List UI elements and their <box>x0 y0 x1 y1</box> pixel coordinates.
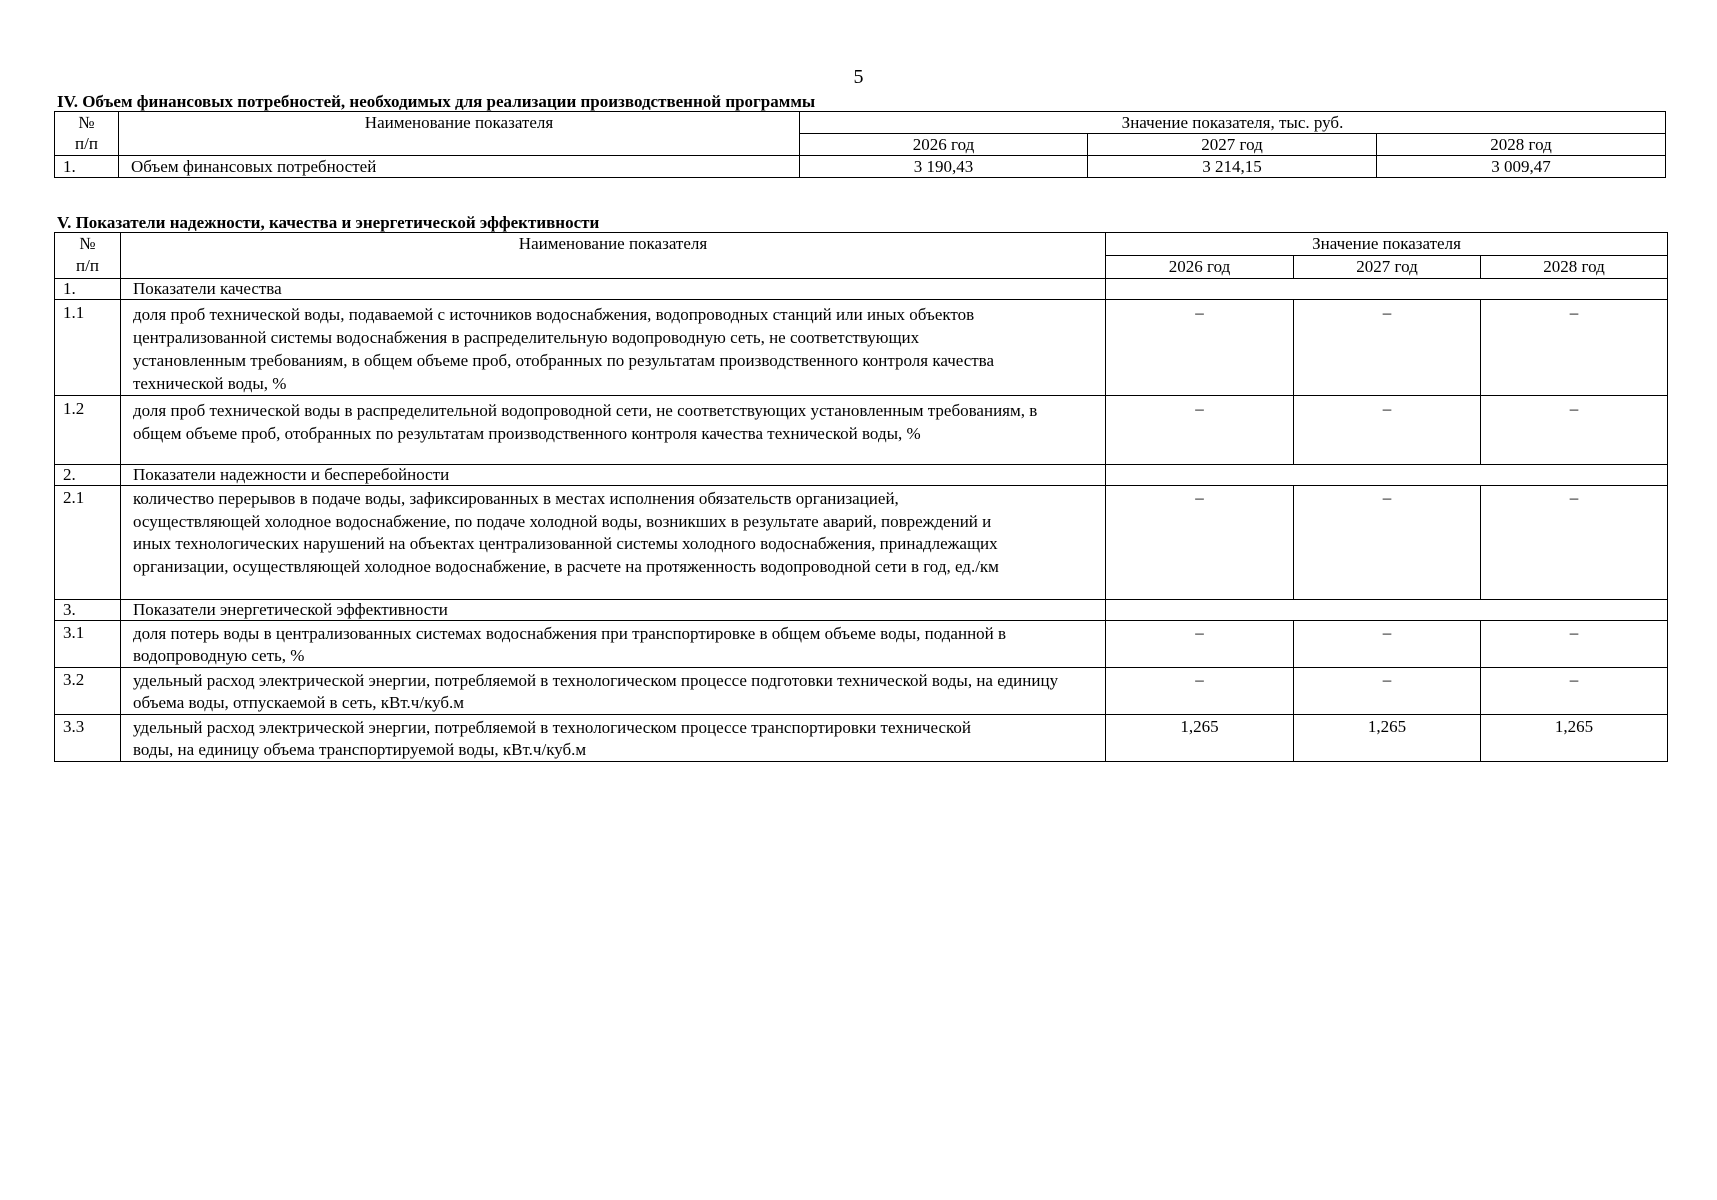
row-value: – <box>1481 621 1668 668</box>
num-header-line2: п/п <box>76 256 99 275</box>
num-header-line1: № <box>78 113 95 132</box>
year-header: 2026 год <box>800 134 1088 156</box>
row-value: – <box>1481 668 1668 715</box>
row-value: – <box>1106 668 1294 715</box>
row-number: 1.1 <box>55 300 121 396</box>
row-name: Показатели энергетической эффективности <box>121 600 1106 621</box>
row-value: 1,265 <box>1106 715 1294 762</box>
group-row <box>55 600 1668 621</box>
table-row <box>55 715 1668 762</box>
name-header: Наименование показателя <box>119 112 800 156</box>
row-value: 3 009,47 <box>1377 156 1666 178</box>
row-number: 3.3 <box>55 715 121 762</box>
group-empty-cell <box>1106 465 1668 486</box>
group-row <box>55 465 1668 486</box>
row-value: 3 190,43 <box>800 156 1088 178</box>
group-row <box>55 279 1668 300</box>
num-header <box>55 112 119 156</box>
year-header: 2028 год <box>1481 256 1668 279</box>
group-empty-cell <box>1106 600 1668 621</box>
row-number: 3.2 <box>55 668 121 715</box>
table-header-row <box>55 112 1666 134</box>
table-row <box>55 156 1666 178</box>
table-header-row <box>55 233 1668 256</box>
row-name: доля проб технической воды в распределительной водопроводной сети, не соответствующих установленным требованиям, в общем объеме проб, отобранных по результатам производственного контроля качества технической воды, % <box>121 396 1106 465</box>
row-value: – <box>1294 621 1481 668</box>
table-row <box>55 486 1668 600</box>
row-name: удельный расход электрической энергии, потребляемой в технологическом процессе транспортировки технической воды, на единицу объема транспортируемой воды, кВт.ч/куб.м <box>121 715 1106 762</box>
row-value: 1,265 <box>1481 715 1668 762</box>
row-number: 1. <box>55 156 119 178</box>
row-value: – <box>1294 486 1481 600</box>
group-empty-cell <box>1106 279 1668 300</box>
row-name: Показатели надежности и бесперебойности <box>121 465 1106 486</box>
row-value: – <box>1481 396 1668 465</box>
year-header: 2026 год <box>1106 256 1294 279</box>
row-name: количество перерывов в подаче воды, зафиксированных в местах исполнения обязательств организацией, осуществляющей холодное водоснабжение, по подаче холодной воды, возникших в результате аварий, повреждений и иных технологических нарушений на объектах централизованной системы холодного водоснабжения, принадлежащих организации, осуществляющей холодное водоснабжение, в расчете на протяженность водопроводной сети в год, ед./км <box>121 486 1106 600</box>
row-number: 3.1 <box>55 621 121 668</box>
row-name: Объем финансовых потребностей <box>119 156 800 178</box>
row-number: 2. <box>55 465 121 486</box>
year-header: 2027 год <box>1088 134 1377 156</box>
row-number: 1.2 <box>55 396 121 465</box>
row-value: – <box>1106 396 1294 465</box>
row-value: 3 214,15 <box>1088 156 1377 178</box>
year-header: 2027 год <box>1294 256 1481 279</box>
row-value: – <box>1106 300 1294 396</box>
financial-needs-table <box>54 111 1666 178</box>
row-name: доля потерь воды в централизованных системах водоснабжения при транспортировке в общем объеме воды, поданной в водопроводную сеть, % <box>121 621 1106 668</box>
value-group-header: Значение показателя, тыс. руб. <box>800 112 1666 134</box>
table-row <box>55 300 1668 396</box>
row-value: – <box>1294 300 1481 396</box>
page-number: 5 <box>853 66 864 88</box>
row-number: 1. <box>55 279 121 300</box>
num-header <box>55 233 121 279</box>
section-5-title: V. Показатели надежности, качества и энергетической эффективности <box>57 213 600 232</box>
row-name: доля проб технической воды, подаваемой с источников водоснабжения, водопроводных станций или иных объектов централизованной системы водоснабжения в распределительную водопроводную сеть, не соответствующих установленным требованиям, в общем объеме проб, отобранных по результатам производственного контроля качества технической воды, % <box>121 300 1106 396</box>
row-value: – <box>1481 486 1668 600</box>
name-header: Наименование показателя <box>121 233 1106 279</box>
row-number: 3. <box>55 600 121 621</box>
row-value: – <box>1294 668 1481 715</box>
num-header-line2: п/п <box>75 134 98 153</box>
num-header-line1: № <box>79 234 96 253</box>
row-number: 2.1 <box>55 486 121 600</box>
row-name: Показатели качества <box>121 279 1106 300</box>
table-row <box>55 621 1668 668</box>
row-value: – <box>1106 621 1294 668</box>
table-row <box>55 396 1668 465</box>
value-group-header: Значение показателя <box>1106 233 1668 256</box>
row-value: 1,265 <box>1294 715 1481 762</box>
section-4-title: IV. Объем финансовых потребностей, необходимых для реализации производственной программы <box>57 92 816 111</box>
row-name: удельный расход электрической энергии, потребляемой в технологическом процессе подготовки технической воды, на единицу объема воды, отпускаемой в сеть, кВт.ч/куб.м <box>121 668 1106 715</box>
indicators-table <box>54 232 1668 762</box>
row-value: – <box>1106 486 1294 600</box>
table-row <box>55 668 1668 715</box>
year-header: 2028 год <box>1377 134 1666 156</box>
row-value: – <box>1481 300 1668 396</box>
row-value: – <box>1294 396 1481 465</box>
